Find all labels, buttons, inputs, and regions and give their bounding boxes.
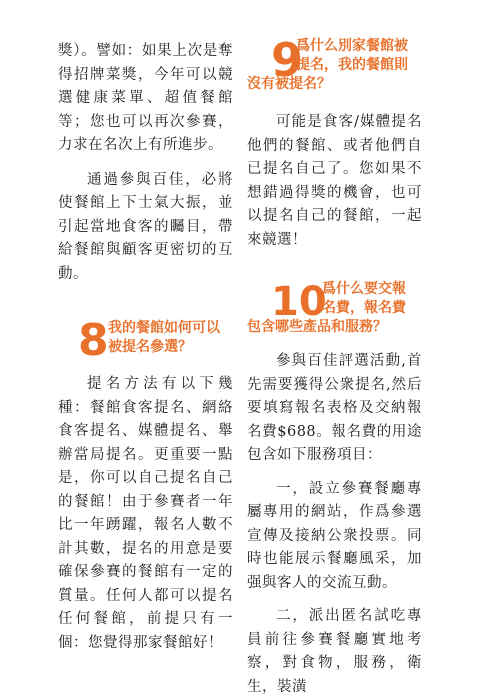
- question-8-line-2: 被提名參選？: [108, 339, 192, 355]
- question-9-number: 9: [271, 33, 304, 87]
- left-column: [58, 0, 233, 655]
- question-8-number: 8: [78, 315, 109, 366]
- question-9-line-1: 爲什么別家餐館被: [296, 38, 408, 54]
- right-paragraph-3: 一，設立參賽餐廳專屬專用的網站，作爲參選宣傳及接納公衆投票。同時也能展示餐廳風采，加强與客人的交流互動。: [247, 480, 422, 591]
- right-paragraph-1: 可能是食客/媒體提名他們的餐館、或者他們自已提名自己了。您如果不想錯過得獎的機會，也可以提名自己的餐館，一起來競選！: [247, 114, 422, 248]
- right-column: [247, 0, 422, 699]
- right-paragraph-2: 參與百佳評選活動,首先需要獲得公衆提名,然后要填寫報名表格及交納報名費$688。報名費的用途包含如下服務項目：: [247, 353, 422, 463]
- left-paragraph-2: 通過參與百佳，必將使餐館上下士氣大振，並引起當地食客的矚目，帶給餐館與顧客更密切的互動。: [58, 171, 233, 282]
- question-10-number: 10: [271, 279, 327, 325]
- question-9-line-2: 提名，我的餐館則: [296, 57, 408, 73]
- question-10-line-1: 爲什么要交報: [322, 281, 406, 297]
- right-paragraph-4: 二，派出匿名試吃專員前往參賽餐廳實地考察，對食物，服務，衛生，裝潢: [247, 608, 422, 695]
- question-10-line-2: 名費，報名費: [322, 300, 406, 316]
- question-10-line-3: 包含哪些產品和服務？: [247, 319, 387, 335]
- question-8-line-1: 我的餐館如何可以: [108, 320, 220, 336]
- left-paragraph-1: 獎）。譬如：如果上次是奪得招牌菜獎，今年可以競選健康菜單、超值餐館等；您也可以再次參賽，力求在名次上有所進步。: [58, 43, 233, 153]
- question-10-heading: [247, 280, 422, 344]
- question-8-heading: [58, 317, 233, 367]
- question-9-line-3: 沒有被提名？: [247, 76, 331, 92]
- question-9-heading: [247, 33, 422, 101]
- left-paragraph-3: 提名方法有以下幾種：餐館食客提名、網絡食客提名、媒體提名、舉辦當局提名。更重要一點是，你可以自己提名自己的餐館！由于參賽者一年比一年踴躍，報名人數不計其數，提名的用意是要確保參賽的餐館有一定的質量。任何人都可以提名任何餐館，前提只有一個：您覺得那家餐館好！: [58, 376, 233, 651]
